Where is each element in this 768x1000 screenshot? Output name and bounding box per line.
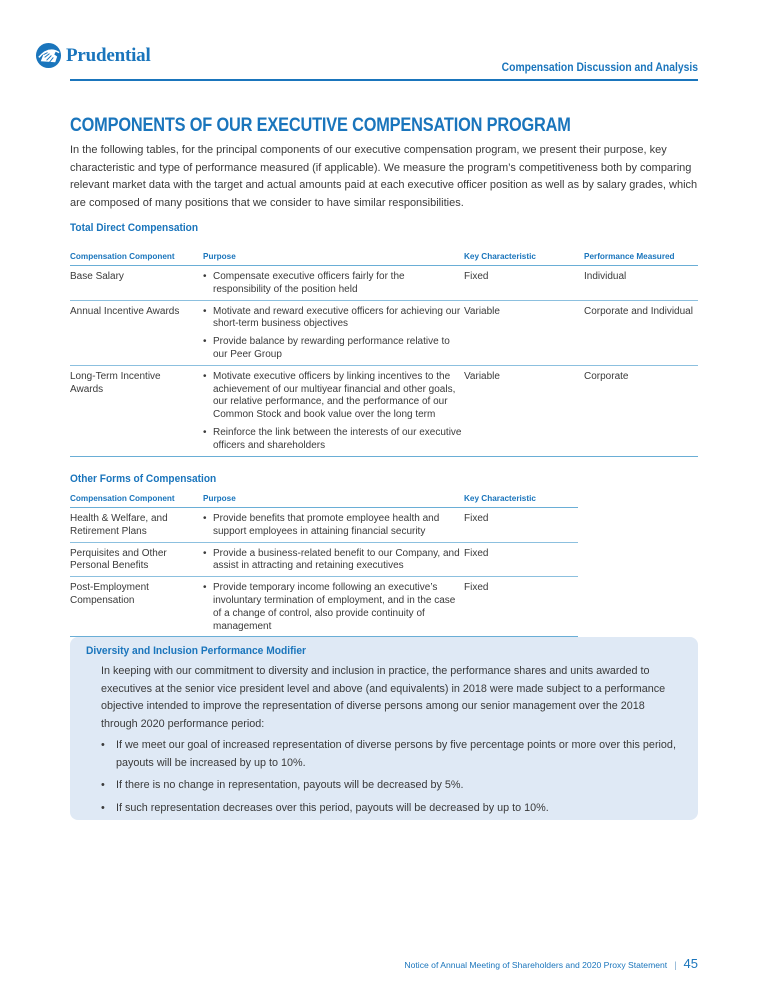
diversity-callout [70,637,698,820]
page-number: 45 [683,956,698,971]
footer-separator: | [674,960,677,970]
other-forms-table [70,494,578,637]
callout-bullet: • If such representation decreases over this period, payouts will be decreased by up to 10%. [101,800,676,818]
component-cell: Annual Incentive Awards [70,300,203,365]
callout-body: In keeping with our commitment to diversity and inclusion in practice, the performance shares and units awarded to executives at the senior vice president level and above (and equivalents) in 2018 were made subject to a performance objective intended to improve the representation of diverse persons among our senior management over the 2018 through 2020 performance period: [101,665,666,730]
performance-cell: Corporate [584,365,698,456]
column-header: Performance Measured [584,252,698,266]
other-forms-heading: Other Forms of Compensation [70,473,217,485]
column-header: Compensation Component [70,252,203,266]
column-header: Purpose [203,252,464,266]
purpose-cell [203,542,464,577]
page-footer [404,956,698,971]
purpose-bullet: • Reinforce the link between the interests of our executive officers and shareholders [203,427,464,453]
component-cell: Long-Term Incentive Awards [70,365,203,456]
purpose-cell [203,365,464,456]
page-title: COMPONENTS OF OUR EXECUTIVE COMPENSATION PROGRAM [70,115,571,136]
callout-bullet: • If there is no change in representation, payouts will be decreased by 5%. [101,777,676,795]
purpose-bullet: • Motivate and reward executive officers for achieving our short-term business objectives [203,306,464,332]
section-header: Compensation Discussion and Analysis [501,62,698,74]
callout-title: Diversity and Inclusion Performance Modifier [86,645,307,657]
purpose-cell [203,300,464,365]
total-direct-table [70,252,698,457]
characteristic-cell: Variable [464,300,584,365]
column-header: Key Characteristic [464,494,578,508]
performance-cell: Corporate and Individual [584,300,698,365]
component-cell: Health & Welfare, and Retirement Plans [70,508,203,543]
purpose-bullet: • Provide benefits that promote employee health and support employees in attaining financial security [203,513,464,539]
table-row [70,508,578,543]
brand-name: Prudential [66,44,151,66]
intro-paragraph: In the following tables, for the principal components of our executive compensation program, we present their purpose, key characteristic and type of performance measured (if applicable). We measure the program’s competitiveness both by comparing relevant market data with the target and actual amounts paid at each executive officer position as well as by salary grades, which are composed of many positions that we consider to have similar responsibilities. [70,144,698,209]
purpose-bullet: • Provide a business-related benefit to our Company, and assist in attracting and retaining executives [203,548,464,574]
characteristic-cell: Fixed [464,542,578,577]
footer-text: Notice of Annual Meeting of Shareholders and 2020 Proxy Statement [404,960,668,970]
header-divider [70,79,698,81]
characteristic-cell: Fixed [464,577,578,637]
purpose-bullet: • Compensate executive officers fairly for the responsibility of the position held [203,271,464,297]
table-row [70,266,698,301]
callout-bullets [101,737,676,822]
purpose-bullet: • Motivate executive officers by linking incentives to the achievement of our multiyear financial and other goals, our relative performance, and the performance of our Common Stock and book value over the long term [203,371,464,422]
purpose-cell [203,266,464,301]
column-header: Purpose [203,494,464,508]
purpose-cell [203,508,464,543]
purpose-cell [203,577,464,637]
table-header-row [70,252,698,266]
table-row [70,300,698,365]
characteristic-cell: Variable [464,365,584,456]
component-cell: Base Salary [70,266,203,301]
table-row [70,577,578,637]
characteristic-cell: Fixed [464,508,578,543]
characteristic-cell: Fixed [464,266,584,301]
performance-cell: Individual [584,266,698,301]
table-row [70,365,698,456]
callout-bullet: • If we meet our goal of increased representation of diverse persons by five percentage points or more over this period, payouts will be increased by up to 10%. [101,737,676,772]
purpose-bullet: • Provide temporary income following an executive’s involuntary termination of employment, and in the case of a change of control, also provide continuity of management [203,582,464,633]
total-direct-heading: Total Direct Compensation [70,222,199,234]
purpose-bullet: • Provide balance by rewarding performance relative to our Peer Group [203,336,464,362]
table-header-row [70,494,578,508]
column-header: Compensation Component [70,494,203,508]
table-row [70,542,578,577]
column-header: Key Characteristic [464,252,584,266]
component-cell: Post-Employment Compensation [70,577,203,637]
component-cell: Perquisites and Other Personal Benefits [70,542,203,577]
prudential-rock-icon [35,42,62,69]
